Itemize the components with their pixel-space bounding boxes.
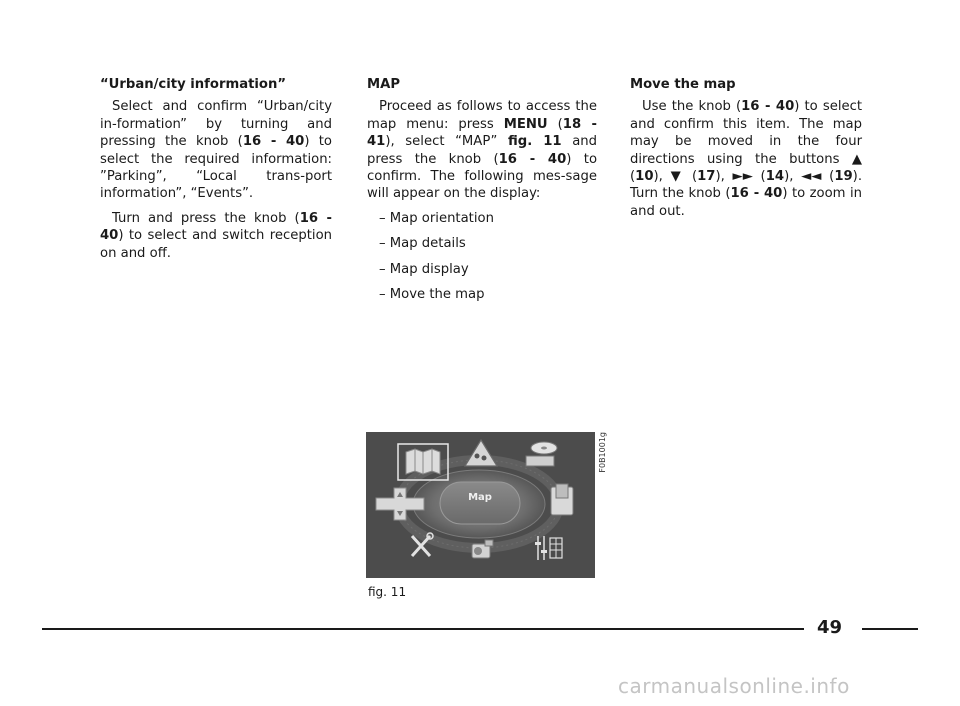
section-heading: Move the map	[630, 77, 736, 92]
column-urban-info	[100, 76, 332, 269]
list-item: – Map details	[379, 236, 466, 252]
menu-display-graphic	[366, 432, 595, 578]
card-icon[interactable]	[551, 484, 573, 515]
paragraph: Use the knob (16 - 40) to select and confirm this item. The map may be moved in the four directions using the buttons ▲ (10), ▼ (17), ►► (14), ◄◄ (19). Turn the knob (16 - 40) to zoom in and out.	[630, 99, 863, 219]
paragraph: Proceed as follows to access the map menu: press MENU (18 - 41), select “MAP” fig. 11 and press the knob (16 - 40) to confirm. The following mes-sage will appear on the display:	[367, 99, 598, 202]
disc-icon[interactable]	[526, 442, 557, 466]
fig-11-menu-display	[366, 432, 595, 578]
camera-icon[interactable]	[472, 540, 493, 558]
paragraph: Turn and press the knob (16 - 40) to select and switch reception on and off.	[100, 210, 332, 261]
warning-icon[interactable]	[465, 440, 497, 466]
column-map	[367, 76, 597, 311]
figure-code: F0B1001g	[598, 432, 607, 473]
figure-caption: fig. 11	[368, 585, 407, 599]
list-item: – Map orientation	[379, 210, 494, 226]
section-heading: “Urban/city information”	[100, 77, 287, 92]
settings-icon[interactable]	[535, 536, 562, 560]
section-heading: MAP	[367, 77, 400, 92]
list-item: – Map display	[379, 261, 469, 277]
center-label: Map	[468, 492, 492, 503]
center-selection	[440, 482, 520, 524]
list-item: – Move the map	[379, 287, 485, 303]
page-number: 49	[817, 617, 843, 638]
column-move-map	[630, 76, 862, 227]
paragraph: Select and confirm “Urban/city in-formation” by turning and pressing the knob (16 - 40) to select the required information: ”Parking”, “Local trans-port information”, “Events”.	[100, 99, 333, 202]
footer-rule	[42, 628, 804, 630]
footer-rule	[862, 628, 918, 630]
watermark: carmanualsonline.info	[618, 674, 850, 698]
